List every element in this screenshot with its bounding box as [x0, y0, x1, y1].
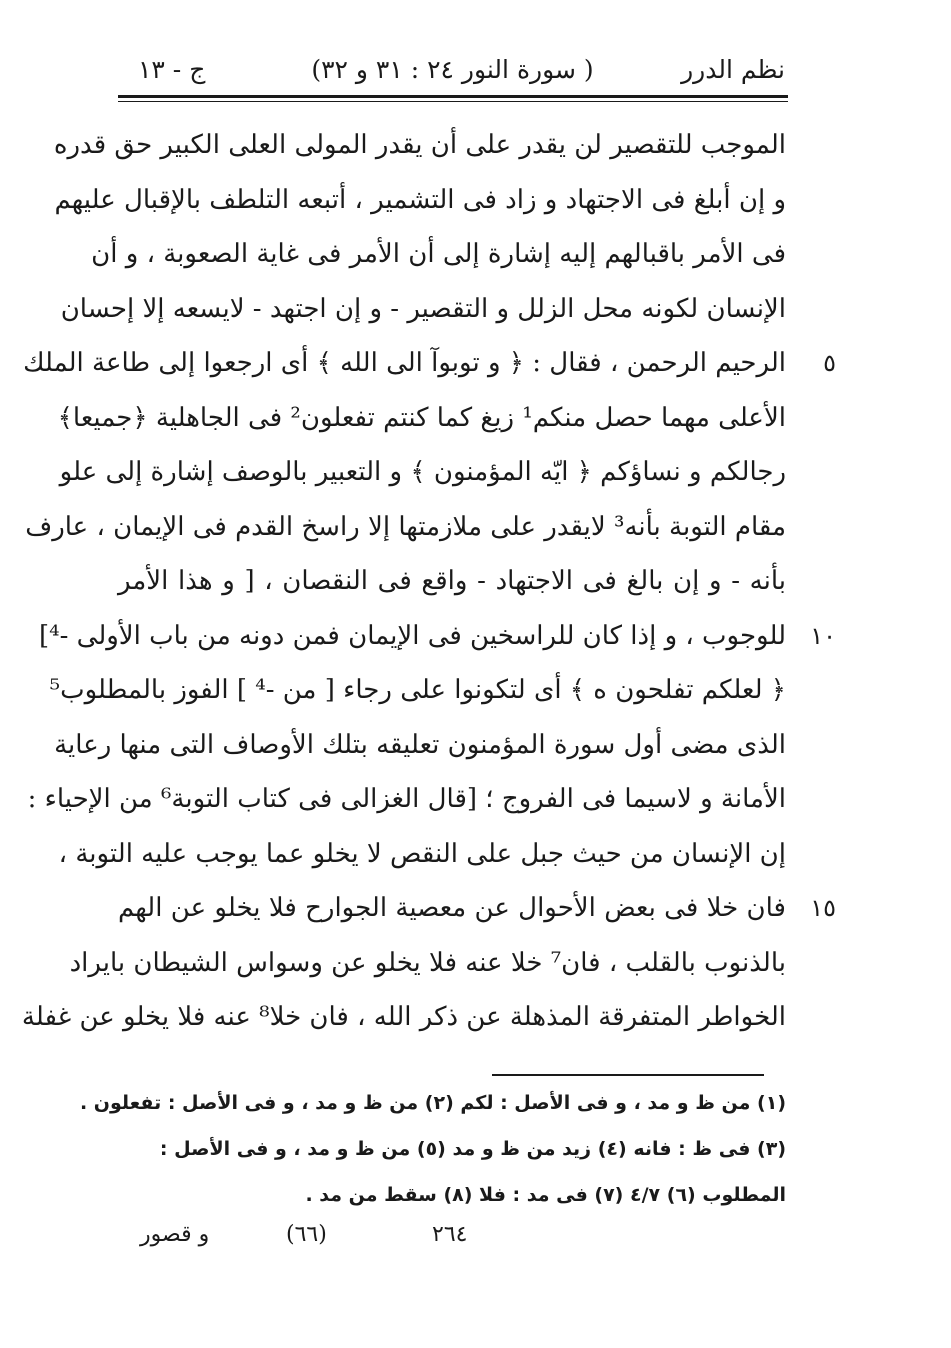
text-line: [53, 118, 786, 173]
line-text: إن الإنسان من حيث جبل على النقص لا يخلو عما يوجب عليه التوبة ،: [58, 838, 786, 869]
catchword: و قصور: [140, 1222, 210, 1247]
volume-label: ج - ١٣: [138, 55, 206, 84]
text-line: [39, 609, 836, 664]
text-line: [57, 391, 786, 446]
line-text: مقام التوبة بأنه³ لايقدر على ملازمتها إلا راسخ القدم فى الإيمان ، عارف: [25, 511, 786, 542]
header-rule-thin: [118, 101, 788, 102]
line-text: فى الأمر باقبالهم إليه إشارة إلى أن الأمر فى غاية الصعوبة ، و أن: [91, 239, 786, 269]
volume-page-number: (٦٦): [286, 1222, 327, 1247]
line-text: و إن أبلغ فى الاجتهاد و زاد فى التشمير ، أتبعه التلطف بالإقبال عليهم: [54, 184, 786, 215]
text-line: [118, 881, 836, 936]
text-line: [54, 718, 786, 773]
main-text: [21, 118, 836, 1045]
text-line: [59, 445, 786, 500]
line-text: الرحيم الرحمن ، فقال : ﴿ و توبوآ الى الله ﴾ أى ارجعوا إلى طاعة الملك: [23, 348, 786, 378]
line-text: بأنه - و إن بالغ فى الاجتهاد - واقع فى النقصان ، [ و هذا الأمر: [118, 566, 786, 596]
book-title: نظم الدرر: [681, 55, 785, 84]
line-number: ١٥: [810, 894, 836, 922]
line-text: ﴿ لعلكم تفلحون ه ﴾ أى لتكونوا على رجاء [ من -⁴ ] الفوز بالمطلوب⁵: [49, 675, 786, 705]
text-line: [91, 227, 786, 282]
line-text: رجالكم و نساؤكم ﴿ ايّه المؤمنون ﴾ و التعبير بالوصف إشارة إلى علو: [59, 457, 786, 487]
line-text: الخواطر المتفرقة المذهلة عن ذكر الله ، فان خلا⁸ عنه فلا يخلو عن غفلة: [21, 1002, 786, 1032]
line-text: فان خلا فى بعض الأحوال عن معصية الجوارح فلا يخلو عن الهم: [118, 893, 786, 923]
footnote-line: المطلوب (٦) ٤/٧ (٧) فى مد : فلا (٨) سقط من مد .: [305, 1184, 786, 1206]
text-line: [23, 336, 836, 391]
text-line: [21, 990, 786, 1045]
text-line: [54, 173, 786, 228]
line-text: للوجوب ، و إذا كان للراسخين فى الإيمان فمن دونه من باب الأولى -⁴]: [39, 620, 786, 651]
line-number: ١٠: [810, 621, 836, 650]
text-line: [60, 282, 786, 337]
line-text: الذى مضى أول سورة المؤمنون تعليقه بتلك الأوصاف التى منها رعاية: [54, 729, 786, 760]
text-line: [58, 827, 786, 882]
page-number: ٢٦٤: [432, 1222, 468, 1247]
text-line: [69, 936, 786, 991]
line-text: الإنسان لكونه محل الزلل و التقصير - و إن اجتهد - لايسعه إلا إحسان: [60, 293, 786, 324]
line-number: ٥: [823, 349, 836, 377]
line-text: الموجب للتقصير لن يقدر على أن يقدر المولى العلى الكبير حق قدره: [53, 130, 786, 160]
text-line: [49, 663, 786, 718]
text-line: [25, 500, 786, 555]
footnote-line: (١) من ظ و مد ، و فى الأصل : لكم (٢) من ظ و مد ، و فى الأصل : تفعلون .: [79, 1092, 786, 1114]
text-line: [118, 554, 786, 609]
line-text: الأمانة و لاسيما فى الفروج ؛ [قال الغزالى فى كتاب التوبة⁶ من الإحياء :: [27, 784, 786, 814]
line-text: بالذنوب بالقلب ، فان⁷ خلا عنه فلا يخلو عن وسواس الشيطان بايراد: [69, 947, 786, 978]
text-line: [27, 772, 786, 827]
footnotes: [79, 1080, 786, 1218]
running-header: [120, 50, 785, 90]
surah-reference: ( سورة النور ٢٤ : ٣١ و ٣٢): [311, 55, 594, 84]
header-rule-thick: [118, 95, 788, 98]
footnote-rule: [492, 1074, 764, 1076]
line-text: الأعلى مهما حصل منكم¹ زيغ كما كنتم تفعلون² فى الجاهلية ﴿جميعا﴾: [57, 402, 786, 433]
footnote-line: (٣) فى ظ : فانه (٤) زيد من ظ و مد (٥) من ظ و مد ، و فى الأصل :: [159, 1138, 786, 1160]
page-footer: [118, 1215, 786, 1255]
